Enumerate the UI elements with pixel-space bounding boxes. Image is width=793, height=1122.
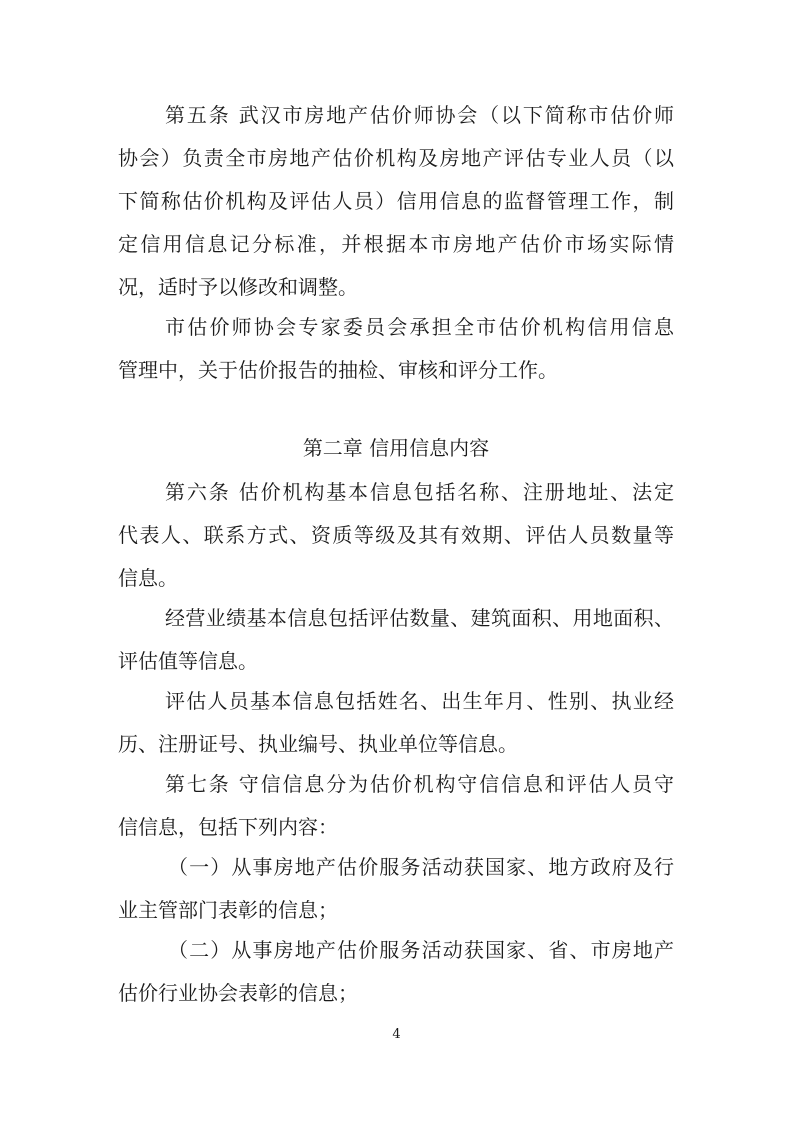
article-7-line-1: 第七条 守信信息分为估价机构守信信息和评估人员守 bbox=[165, 772, 674, 796]
article-6-line-3: 信息。 bbox=[118, 566, 178, 590]
page-number: 4 bbox=[392, 1027, 401, 1042]
personnel-info-line-1: 评估人员基本信息包括姓名、出生年月、性别、执业经 bbox=[165, 689, 674, 713]
article-5-line-2: 协会）负责全市房地产估价机构及房地产评估专业人员（以 bbox=[118, 146, 674, 170]
item-2-line-2: 估价行业协会表彰的信息； bbox=[118, 981, 358, 1005]
article-5-line-1: 第五条 武汉市房地产估价师协会（以下简称市估价师 bbox=[165, 103, 674, 127]
article-6-line-1: 第六条 估价机构基本信息包括名称、注册地址、法定 bbox=[165, 480, 674, 504]
article-5-line-4: 定信用信息记分标准，并根据本市房地产估价市场实际情 bbox=[118, 232, 674, 256]
personnel-info-line-2: 历、注册证号、执业编号、执业单位等信息。 bbox=[118, 732, 518, 756]
chapter-heading: 第二章 信用信息内容 bbox=[302, 436, 490, 460]
item-1-line-1: （一）从事房地产估价服务活动获国家、地方政府及行 bbox=[168, 855, 674, 879]
item-1-line-2: 业主管部门表彰的信息； bbox=[118, 898, 338, 922]
article-5-line-3: 下简称估价机构及评估人员）信用信息的监督管理工作，制 bbox=[118, 189, 674, 213]
expert-committee-line-2: 管理中，关于估价报告的抽检、审核和评分工作。 bbox=[118, 358, 558, 382]
business-info-line-2: 评估值等信息。 bbox=[118, 649, 258, 673]
item-2-line-1: （二）从事房地产估价服务活动获国家、省、市房地产 bbox=[168, 938, 674, 962]
article-6-line-2: 代表人、联系方式、资质等级及其有效期、评估人员数量等 bbox=[118, 523, 674, 547]
article-5-line-5: 况，适时予以修改和调整。 bbox=[118, 275, 358, 299]
business-info-line-1: 经营业绩基本信息包括评估数量、建筑面积、用地面积、 bbox=[165, 606, 674, 630]
expert-committee-line-1: 市估价师协会专家委员会承担全市估价机构信用信息 bbox=[165, 315, 674, 339]
article-7-line-2: 信信息，包括下列内容： bbox=[118, 815, 338, 839]
